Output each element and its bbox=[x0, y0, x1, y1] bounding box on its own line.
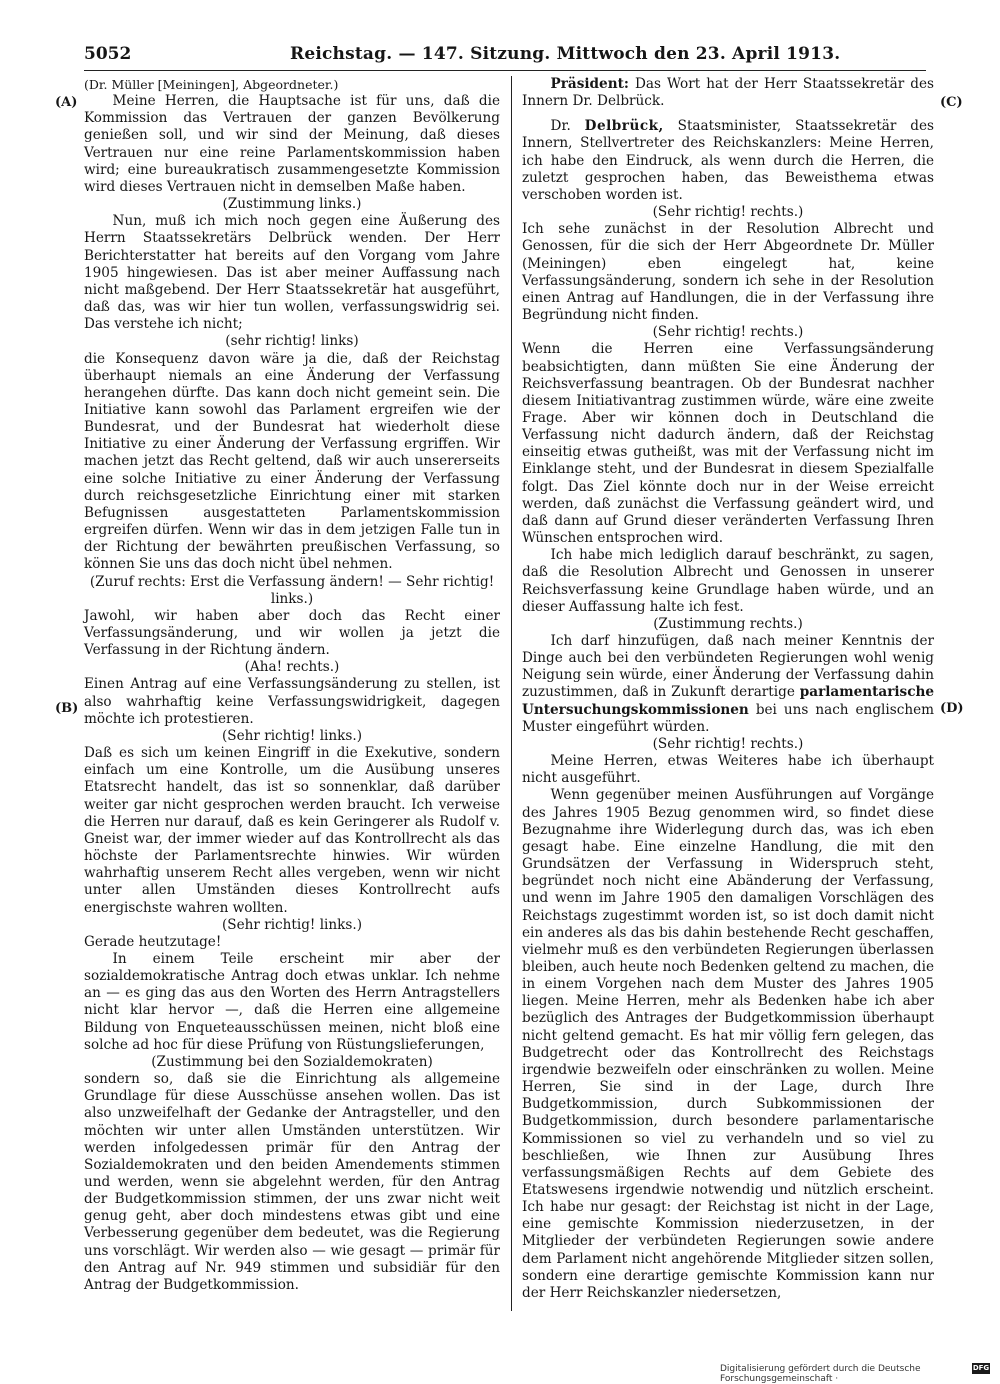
paragraph: die Konsequenz davon wäre ja die, daß der Reichstag überhaupt niemals an eine Änderung der Verfassung herangehen dürfte. Das kann doch nicht gemeint sein. Die Initiative kann sowohl das Parlament ergreifen wie der Bundesrat, und der Bundesrat hat wiederholt diese Initiative zu einer Änderung der Verfassung ergriffen. Wir machen jetzt das Recht geltend, daß wir auch unsererseits eine solche Initiative zu einer Änderung der Verfassung durch reichsgesetzliche Einrichtung einer mit starken Befugnissen ausgestatteten Parlamentskommission ergreifen dürfen. Wenn wir das in dem jetzigen Falle tun in der Richtung der bewährten preußischen Verfassung, so können Sie uns das doch nicht übel nehmen. bbox=[84, 350, 500, 573]
paragraph: Nun, muß ich mich noch gegen eine Äußerung des Herrn Staatssekretärs Delbrück wenden. Der Herr Berichterstatter hat bereits auf den Vorgang vom Jahre 1905 hingewiesen. Das ist aber meiner Auffassung nach nicht maßgebend. Der Herr Staatssekretär hat ausgeführt, daß das, was wir hier tun wollen, verfassungswidrig sei. Das verstehe ich nicht; bbox=[84, 213, 500, 333]
reaction: (Aha! rechts.) bbox=[244, 659, 340, 676]
paragraph: Wenn die Herren eine Verfassungsänderung beabsichtigten, dann müßten Sie eine Änderung der Reichsverfassung beantragen. Ob der Bundesrat nachher diesem Initiativantrag zustimmen würde, wäre eine zweite Frage. Aber wir können doch in Deutschland die Verfassung nicht dadurch ändern, daß der Reichstag einseitig etwas gutheißt, was mit der Verfassung nicht im Einklange steht, und der Bundesrat in diesem Spezialfalle folgt. Das Ziel könnte doch nur in der Weise erreicht werden, daß zunächst die Verfassung geändert wird, und daß dann auf Grund dieser veränderten Verfassung Ihren Wünschen entsprochen wird. bbox=[522, 341, 934, 547]
speaker-note: (Dr. Müller [Meiningen], Abgeordneter.) bbox=[84, 77, 339, 92]
paragraph-text: bei uns nach englischem Muster eingeführt würden. bbox=[522, 701, 935, 735]
dfg-logo: DFG bbox=[972, 1364, 990, 1372]
speaker-text: Staatsminister, Staatssekretär des Innern, Stellvertreter des Reichskanzlers: Meine Herren, ich habe den Eindruck, als wenn durch die Herren, die zuletzt gesprochen haben, das Beweisthema etwas verschoben worden ist. bbox=[522, 118, 934, 203]
paragraph: Wenn gegenüber meinen Ausführungen auf Vorgänge des Jahres 1905 Bezug genommen wird, so findet diese Bezugnahme ihre Widerlegung durch das, was ich eben gesagt habe. Eine einzelne Handlung, die mit den Grundsätzen der Verfassung in Widerspruch steht, begründet noch nicht eine Abänderung der Verfassung, und wenn im Jahre 1905 den damaligen Vorschlägen des Reichstags zugestimmt worden ist, so ist doch damit nicht ein anderes als das bis dahin bestehende Recht geschaffen, vielmehr muß es den verbündeten Regierungen überlassen bleiben, auch heute noch Bedenken geltend zu machen, die in einem Vorgehen nach dem Muster des Jahres 1905 liegen. Meine Herren, mehr als Bedenken habe ich aber bezüglich des Antrages der Budgetkommission überhaupt nicht geltend gemacht. Es hat mir völlig fern gelegen, das Budgetrecht oder das Kontrollrecht des Reichstags irgendwie bezweifeln oder einschränken zu wollen. Meine Herren, Sie sind in der Lage, durch Ihre Budgetkommission, durch Subkommissionen der Budgetkommission, durch besondere parlamentarische Kommissionen so viel zu verhandeln und so viel zu beschließen, wie Ihnen zur Ausübung Ihres verfassungsmäßigen Rechts auf dem Gebiete des Etatswesens irgendwie notwendig und nützlich erscheint. Ich habe nur gesagt: der Reichstag ist nicht in der Lage, eine gemischte Kommission niederzusetzen, in der Mitglieder der verbündeten Regierungen sowie andere dem Parlament nicht angehörende Mitglieder sitzen sollen, sondern eine derartige gemischte Kommission kann nur der Herr Reichskanzler niedersetzen, bbox=[522, 787, 934, 1301]
margin-marker-d: (D) bbox=[940, 701, 964, 716]
paragraph: Meine Herren, etwas Weiteres habe ich überhaupt nicht ausgeführt. bbox=[522, 753, 934, 787]
paragraph: Ich habe mich lediglich darauf beschränkt, zu sagen, daß die Resolution Albrecht und Genossen in unserer Reichsverfassung keine Grundlage haben würde, und an dieser Auffassung halte ich fest. bbox=[522, 547, 934, 615]
reaction: (Zustimmung rechts.) bbox=[653, 615, 803, 632]
emphasized-term: parlamentarische Untersuchungskommissionen bbox=[522, 684, 935, 718]
paragraph: Daß es sich um keinen Eingriff in die Exekutive, sondern einfach um eine Kontrolle, um die Ausübung unseres Etatsrecht handelt, das ist so sonnenklar, daß darüber weiter gar nicht gesprochen werden braucht. Ich verweise die Herren nur darauf, daß es kein Geringerer als Rudolf v. Gneist war, der immer wieder auf das Kontrollrecht als das höchste der Parlamentsrechte hinwies. Wir würden wahrhaftig unserem Recht alles vergeben, wenn wir nicht unter allen Umständen dieses Kontrollrecht aufs energischste wahren wollten. bbox=[84, 745, 500, 916]
paragraph: In einem Teile erscheint mir aber der sozialdemokratische Antrag doch etwas unklar. Ich nehme an — es ging das aus den Worten des Herrn Antragstellers nicht klar hervor —, daß die Herren eine allgemeine Bildung von Enqueteausschüssen meinen, nicht bloß eine solche ad hoc für diese Prüfung von Rüstungslieferungen, bbox=[84, 950, 500, 1053]
reaction: (Sehr richtig! rechts.) bbox=[652, 735, 804, 752]
president-text: Das Wort hat der Herr Staatssekretär des Innern Dr. Delbrück. bbox=[522, 76, 935, 110]
paragraph bbox=[522, 633, 934, 736]
left-column bbox=[84, 76, 500, 1294]
paragraph-text: Ich darf hinzufügen, daß nach meiner Kenntnis der Dinge auch bei den verbündeten Regierungen wohl wenig Neigung sein würde, einer Änderung der Verfassung dahin zuzustimmen, daß in Zukunft derartige bbox=[522, 633, 934, 701]
reaction: (Zustimmung links.) bbox=[222, 196, 362, 213]
margin-marker-c: (C) bbox=[940, 95, 963, 110]
reaction: (Zuruf rechts: Erst die Verfassung ändern! — Sehr richtig! links.) bbox=[89, 573, 495, 607]
paragraph: Meine Herren, die Hauptsache ist für uns, daß die Kommission das Vertrauen der ganzen Bevölkerung genießen soll, und wir sind der Meinung, daß dieses Vertrauen nur eine reine Parlamentskommission haben wird; eine bureaukratisch zusammengesetzte Kommission wird dieses Vertrauen nicht in demselben Maße haben. bbox=[84, 93, 500, 195]
paragraph: Jawohl, wir haben aber doch das Recht einer Verfassungsänderung, und wir wollen ja jetzt die Verfassung in der Richtung ändern. bbox=[84, 607, 500, 659]
speaker-name: Delbrück, bbox=[584, 118, 664, 135]
reaction: (Sehr richtig! links.) bbox=[221, 727, 363, 744]
page-number: 5052 bbox=[84, 44, 132, 64]
paragraph: Gerade heutzutage! bbox=[84, 933, 222, 950]
right-column bbox=[522, 76, 934, 1302]
president-label: Präsident: bbox=[550, 76, 629, 92]
page-header bbox=[84, 44, 926, 71]
column-divider bbox=[511, 76, 512, 1311]
paragraph: sondern so, daß sie die Einrichtung als allgemeine Grundlage für diese Ausschüsse ansehen wollen. Das ist also unzweifelhaft der Gedanke der Antragsteller, und den möchten wir unter allen Umständen unterstützen. Wir werden infolgedessen primär für den Antrag der Sozialdemokraten und den beiden Amendements stimmen und werden, wenn sie abgelehnt werden, für den Antrag der Budgetkommission stimmen, der uns zwar nicht weit genug geht, aber doch mindestens etwas gibt und eine Verbesserung gegenüber dem bedeutet, was die Regierung uns vorschlägt. Wir werden also — wie gesagt — primär für den Antrag auf Nr. 949 stimmen und subsidiär für den Antrag der Budgetkommission. bbox=[84, 1071, 500, 1293]
margin-marker-a: (A) bbox=[55, 95, 78, 110]
running-title: Reichstag. — 147. Sitzung. Mittwoch den 23. April 1913. bbox=[290, 44, 841, 64]
speaker-prefix: Dr. bbox=[550, 118, 571, 135]
speaker-paragraph bbox=[522, 118, 934, 204]
digitization-credit: Digitalisierung gefördert durch die Deutsche Forschungsgemeinschaft · bbox=[720, 1364, 921, 1384]
president-paragraph bbox=[522, 76, 934, 110]
paragraph: Ich sehe zunächst in der Resolution Albrecht und Genossen, für die sich der Herr Abgeordnete Dr. Müller (Meiningen) eben eingelegt hat, keine Verfassungsänderung, sondern ich sehe in der Resolution einen Antrag auf Handlungen, die in der Verfassung ihre Begründung nicht finden. bbox=[522, 221, 934, 324]
reaction: (Sehr richtig! rechts.) bbox=[652, 204, 804, 221]
reaction: (Sehr richtig! rechts.) bbox=[652, 324, 804, 341]
reaction: (sehr richtig! links) bbox=[225, 333, 359, 350]
reaction: (Sehr richtig! links.) bbox=[221, 916, 363, 933]
paragraph: Einen Antrag auf eine Verfassungsänderung zu stellen, ist also wahrhaftig keine Verfassungswidrigkeit, dagegen möchte ich protestieren. bbox=[84, 676, 500, 727]
margin-marker-b: (B) bbox=[55, 701, 79, 716]
reaction: (Zustimmung bei den Sozialdemokraten) bbox=[151, 1053, 433, 1070]
